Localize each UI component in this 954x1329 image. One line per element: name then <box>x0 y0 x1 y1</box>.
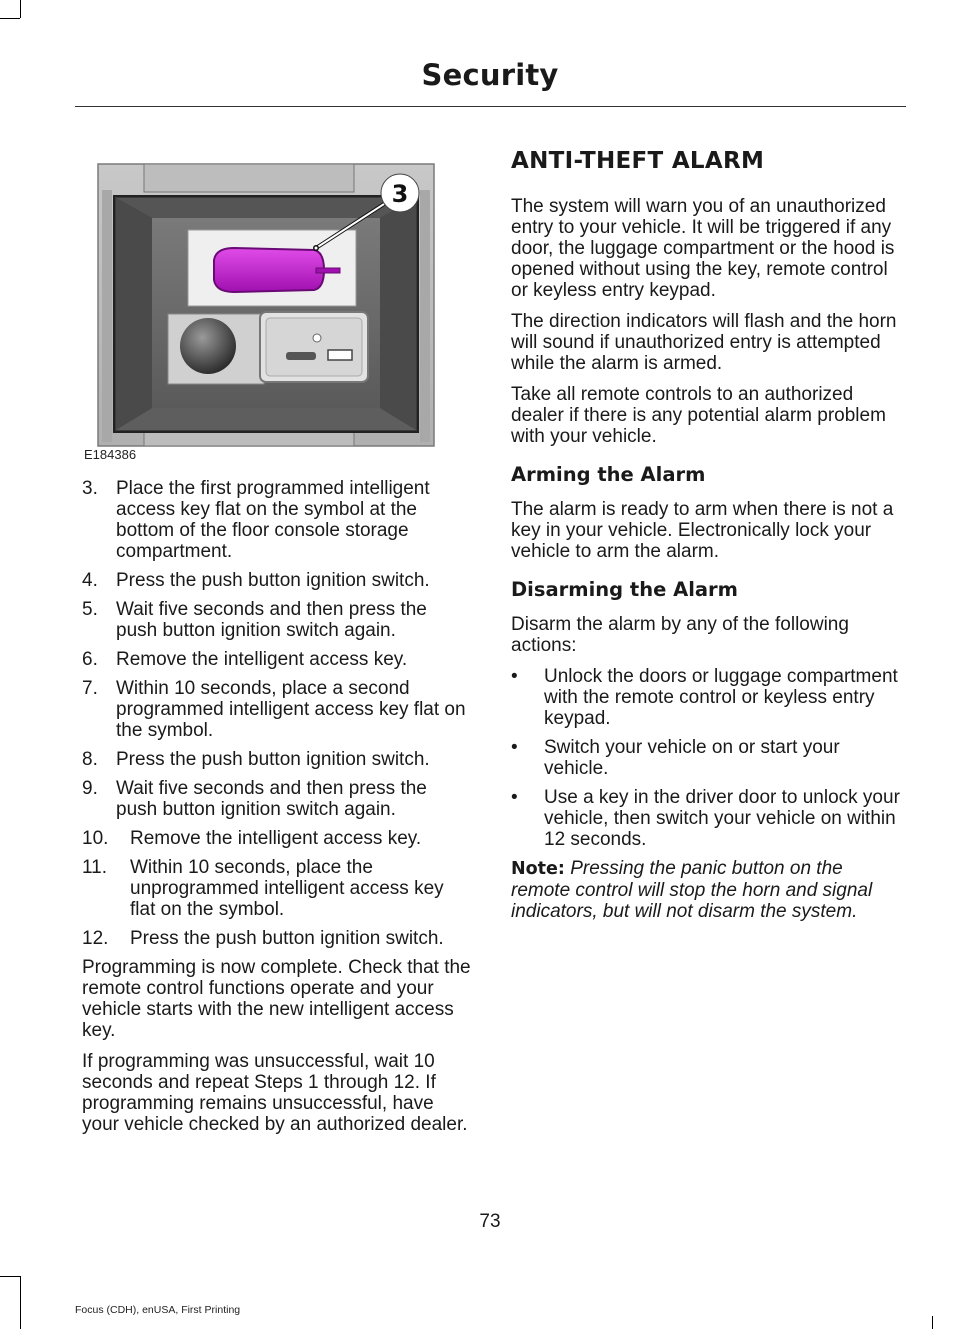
step-text: Wait five seconds and then press the push button ignition switch again. <box>116 778 427 820</box>
step-text: Press the push button ignition switch. <box>116 749 430 770</box>
list-item <box>82 570 472 591</box>
step-number: 11. <box>82 857 108 878</box>
title-divider <box>75 106 906 107</box>
step-text: Remove the intelligent access key. <box>116 649 408 670</box>
list-item <box>82 678 472 741</box>
step-text: Remove the intelligent access key. <box>130 828 422 849</box>
list-item <box>82 478 472 562</box>
right-column <box>511 146 903 922</box>
unsuccessful-paragraph: If programming was unsuccessful, wait 10 seconds and repeat Steps 1 through 12. If programming remains unsuccessful, have your vehicle checked by an authorized dealer. <box>82 1051 468 1135</box>
console-illustration-svg <box>84 160 438 450</box>
page-title: Security <box>421 58 559 92</box>
crop-mark-bottom-right-vertical <box>932 1316 933 1329</box>
console-illustration <box>84 160 438 450</box>
step-text: Press the push button ignition switch. <box>130 928 444 949</box>
figure-id: E184386 <box>84 447 137 462</box>
arming-heading: Arming the Alarm <box>511 463 706 486</box>
step-number: 4. <box>82 570 98 591</box>
step-number: 7. <box>82 678 98 699</box>
crop-mark-bottom-left-vertical <box>20 1276 21 1329</box>
bullet-icon: • <box>511 787 518 808</box>
callout-number: 3 <box>391 180 409 208</box>
left-column <box>82 478 472 1145</box>
disarming-heading: Disarming the Alarm <box>511 578 738 601</box>
step-number: 10. <box>82 828 109 849</box>
completion-paragraph: Programming is now complete. Check that the remote control functions operate and your vehicle starts with the new intelligent access key. <box>82 957 471 1041</box>
list-item <box>82 649 472 670</box>
list-item <box>82 749 472 770</box>
note-text: Pressing the panic button on the remote control will stop the horn and signal indicators, but will not disarm the system. <box>511 858 873 922</box>
bullet-text: Unlock the doors or luggage compartment with the remote control or keyless entry keypad. <box>544 666 898 729</box>
step-text: Wait five seconds and then press the push button ignition switch again. <box>116 599 427 641</box>
bullet-text: Switch your vehicle on or start your vehicle. <box>544 737 840 779</box>
crop-mark-top-left-vertical <box>20 0 21 18</box>
disarming-intro: Disarm the alarm by any of the following actions: <box>511 614 849 656</box>
step-text: Press the push button ignition switch. <box>116 570 430 591</box>
bullet-text: Use a key in the driver door to unlock your vehicle, then switch your vehicle on within 12 seconds. <box>544 787 900 850</box>
arming-paragraph: The alarm is ready to arm when there is not a key in your vehicle. Electronically lock your vehicle to arm the alarm. <box>511 499 894 562</box>
step-number: 3. <box>82 478 98 499</box>
programming-steps <box>82 478 472 949</box>
list-item <box>82 857 472 920</box>
list-item <box>82 778 472 820</box>
crop-mark-bottom-left-horizontal <box>0 1276 20 1277</box>
step-number: 12. <box>82 928 109 949</box>
bullet-icon: • <box>511 666 518 687</box>
step-text: Within 10 seconds, place the unprogrammed intelligent access key flat on the symbol. <box>130 857 444 920</box>
step-text: Within 10 seconds, place a second programmed intelligent access key flat on the symbol. <box>116 678 466 741</box>
step-number: 8. <box>82 749 98 770</box>
page-number: 73 <box>479 1211 501 1232</box>
note <box>511 858 903 922</box>
step-number: 6. <box>82 649 98 670</box>
disarming-actions <box>511 666 903 850</box>
alarm-paragraph: Take all remote controls to an authorized dealer if there is any potential alarm problem with your vehicle. <box>511 384 886 447</box>
list-item <box>511 666 903 729</box>
list-item <box>82 599 472 641</box>
alarm-paragraph: The system will warn you of an unauthorized entry to your vehicle. It will be triggered if any door, the luggage compartment or the hood is opened without using the key, remote control or keyless entry keypad. <box>511 196 895 301</box>
step-number: 9. <box>82 778 98 799</box>
list-item <box>511 787 903 850</box>
list-item <box>82 828 472 849</box>
list-item <box>82 928 472 949</box>
section-heading: ANTI-THEFT ALARM <box>511 148 765 174</box>
crop-mark-top-left-horizontal <box>0 18 20 19</box>
bullet-icon: • <box>511 737 518 758</box>
footer-text: Focus (CDH), enUSA, First Printing <box>75 1304 241 1316</box>
note-label: Note: <box>511 859 565 879</box>
step-number: 5. <box>82 599 98 620</box>
alarm-paragraph: The direction indicators will flash and the horn will sound if unauthorized entry is attempted while the alarm is armed. <box>511 311 897 374</box>
step-text: Place the first programmed intelligent access key flat on the symbol at the bottom of the floor console storage compartment. <box>116 478 430 562</box>
list-item <box>511 737 903 779</box>
